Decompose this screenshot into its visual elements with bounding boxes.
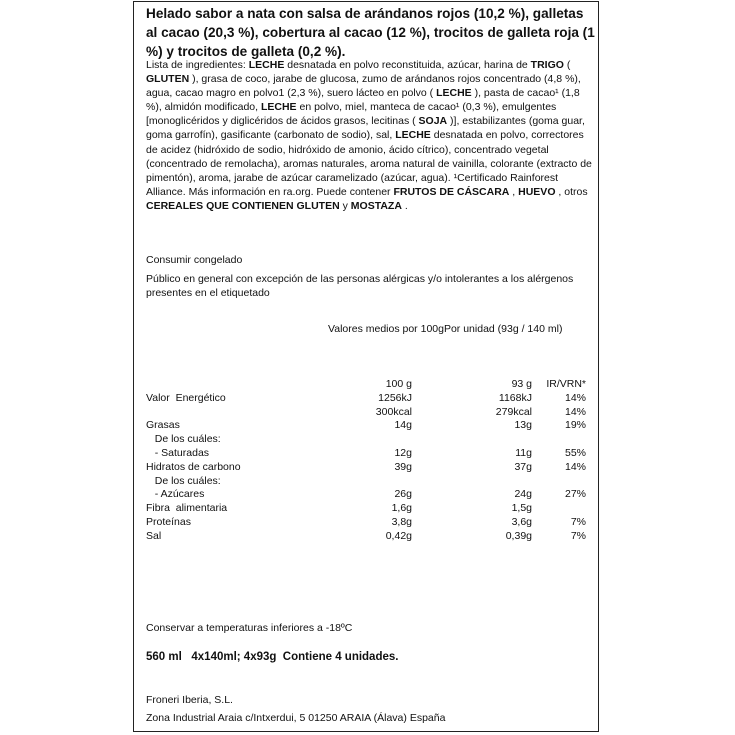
nutrition-cell-label: Fibra alimentaria xyxy=(146,502,228,515)
nutrition-cell-label: Sal xyxy=(146,529,162,542)
nutrition-row xyxy=(146,406,586,420)
nutrition-cell-c100 xyxy=(316,433,412,447)
nutrition-cell-label xyxy=(146,406,316,420)
package-info: 560 ml 4x140ml; 4x93g Contiene 4 unidades. xyxy=(146,651,399,663)
ingredient-text: en polvo, miel, manteca de cacao¹ (0,3 %), emulgentes [monoglicéridos y diglicéridos de ácidos grasos, lecitinas ( xyxy=(146,101,557,128)
nutrition-cell-c100: 300kcal xyxy=(375,405,412,418)
ingredients-list xyxy=(146,58,594,213)
allergen-text: LECHE xyxy=(248,59,285,71)
ingredient-text: ), grasa de coco, jarabe de glucosa, zumo de arándanos rojos concentrado (4,8 %), agua, cacao magro en polvo1 (2,3 %), suero lácteo en polvo ( xyxy=(146,73,581,100)
nutrition-cell-ir xyxy=(532,433,586,447)
nutrition-cell-label: De los cuáles: xyxy=(146,474,221,487)
allergen-text: LECHE xyxy=(395,129,431,142)
nutrition-cell-ir: 55% xyxy=(564,446,586,459)
ingredient-text: Lista de ingredientes: xyxy=(146,59,249,71)
allergen-text: HUEVO xyxy=(518,185,556,198)
nutrition-row xyxy=(146,475,586,489)
nutrition-cell-c100: 1,6g xyxy=(391,502,412,515)
nutrition-cell-ir: 14% xyxy=(564,391,586,404)
allergen-text: CEREALES QUE CONTIENEN GLUTEN xyxy=(146,199,340,212)
nutrition-cell-label: Grasas xyxy=(146,419,180,432)
nutrition-cell-cunit: 37g xyxy=(514,460,532,473)
ingredient-text: y xyxy=(339,199,351,212)
nutrition-row xyxy=(146,447,586,461)
header-100g: 100 g xyxy=(385,378,412,390)
allergen-text: LECHE xyxy=(436,87,472,100)
nutrition-cell-cunit: 3,6g xyxy=(511,515,532,528)
nutrition-cell-c100: 1256kJ xyxy=(378,391,412,404)
ingredient-text: , xyxy=(509,185,519,198)
ingredient-text: )], estabilizantes (goma guar, goma garrofín), gasificante (carbonato de sodio), sal, xyxy=(146,115,585,142)
nutrition-cell-ir: 7% xyxy=(570,529,586,542)
nutrition-row xyxy=(146,419,586,433)
nutrition-row xyxy=(146,392,586,406)
ingredient-text: . xyxy=(401,199,408,212)
header-unit: 93 g xyxy=(511,378,532,390)
nutrition-cell-label: De los cuáles: xyxy=(146,433,221,446)
nutrition-cell-cunit: 24g xyxy=(514,488,532,501)
allergen-text: TRIGO xyxy=(530,59,564,71)
nutrition-row xyxy=(146,488,586,502)
allergen-text: LECHE xyxy=(260,101,297,114)
nutrition-cell-c100: 3,8g xyxy=(391,515,412,528)
nutrition-cell-ir: 27% xyxy=(564,488,586,501)
nutrition-cell-label: - Saturadas xyxy=(146,446,210,459)
nutrition-cell-label: Valor Energético xyxy=(146,391,226,404)
nutrition-cell-cunit: 0,39g xyxy=(505,529,532,542)
ingredient-text: ( xyxy=(563,59,571,71)
nutrition-cell-ir xyxy=(532,475,586,489)
nutrition-cell-cunit xyxy=(412,475,532,489)
allergen-text: GLUTEN xyxy=(146,73,190,86)
nutrition-row xyxy=(146,502,586,516)
nutrition-cell-c100 xyxy=(316,475,412,489)
ingredient-text: desnatada en polvo, correctores de acidez (hidróxido de sodio, hidróxido de amonio, ácido cítrico), concentrado vegetal (concentrado de remolacha), aromas naturales, aroma natural de vainilla, colorante (extracto de pimentón), aroma, jarabe de azúcar caramelizado (azúcar, agua). ¹Certificado Rainforest Alliance. Más información en ra.org. Puede contener xyxy=(146,129,592,198)
ingredient-text: ), pasta de cacao¹ (1,8 %), almidón modificado, xyxy=(146,87,580,114)
consumption-note: Consumir congelado xyxy=(146,254,243,266)
nutrition-cell-c100: 26g xyxy=(394,488,412,501)
allergen-text: MOSTAZA xyxy=(350,199,402,212)
nutrition-cell-ir xyxy=(532,502,586,516)
nutrition-cell-ir: 7% xyxy=(570,515,586,528)
nutrition-caption: Valores medios por 100gPor unidad (93g / 140 ml) xyxy=(328,323,563,335)
nutrition-row xyxy=(146,516,586,530)
header-ir: IR/VRN* xyxy=(546,378,586,390)
nutrition-cell-label: - Azúcares xyxy=(146,488,205,501)
nutrition-row xyxy=(146,461,586,475)
nutrition-cell-cunit: 13g xyxy=(514,419,532,432)
product-title: Helado sabor a nata con salsa de arándanos rojos (10,2 %), galletas al cacao (20,3 %), cobertura al cacao (12 %), trocitos de galleta roja (1 %) y trocitos de galleta (0,2 %). xyxy=(146,6,595,59)
nutrition-cell-cunit: 1,5g xyxy=(511,502,532,515)
nutrition-cell-c100: 0,42g xyxy=(385,529,412,542)
nutrition-cell-label: Proteínas xyxy=(146,515,191,528)
audience-note: Público en general con excepción de las personas alérgicas y/o intolerantes a los alérgenos presentes en el etiquetado xyxy=(146,273,574,299)
allergen-text: SOJA xyxy=(418,115,448,128)
ingredient-text: desnatada en polvo reconstituida, azúcar, harina de xyxy=(284,59,531,71)
nutrition-row xyxy=(146,530,586,544)
nutrition-row xyxy=(146,433,586,447)
ingredient-text: , otros xyxy=(555,185,588,198)
nutrition-cell-c100: 12g xyxy=(394,446,412,459)
nutrition-cell-c100: 39g xyxy=(394,460,412,473)
nutrition-cell-ir: 14% xyxy=(564,460,586,473)
storage-note: Conservar a temperaturas inferiores a -18ºC xyxy=(146,622,353,634)
nutrition-cell-ir: 14% xyxy=(564,405,586,418)
nutrition-cell-c100: 14g xyxy=(394,419,412,432)
company-address: Zona Industrial Araia c/Intxerdui, 5 01250 ARAIA (Álava) España xyxy=(146,712,446,724)
nutrition-cell-cunit: 279kcal xyxy=(495,405,532,418)
nutrition-cell-cunit: 1168kJ xyxy=(498,391,532,404)
header-label xyxy=(146,378,316,392)
nutrition-cell-cunit xyxy=(412,433,532,447)
company-name: Froneri Iberia, S.L. xyxy=(146,694,233,706)
nutrition-header-row xyxy=(146,378,586,392)
nutrition-table xyxy=(146,378,586,544)
nutrition-cell-ir: 19% xyxy=(564,419,586,432)
allergen-text: FRUTOS DE CÁSCARA xyxy=(393,185,510,198)
nutrition-cell-cunit: 11g xyxy=(515,446,532,459)
nutrition-cell-label: Hidratos de carbono xyxy=(146,460,241,473)
